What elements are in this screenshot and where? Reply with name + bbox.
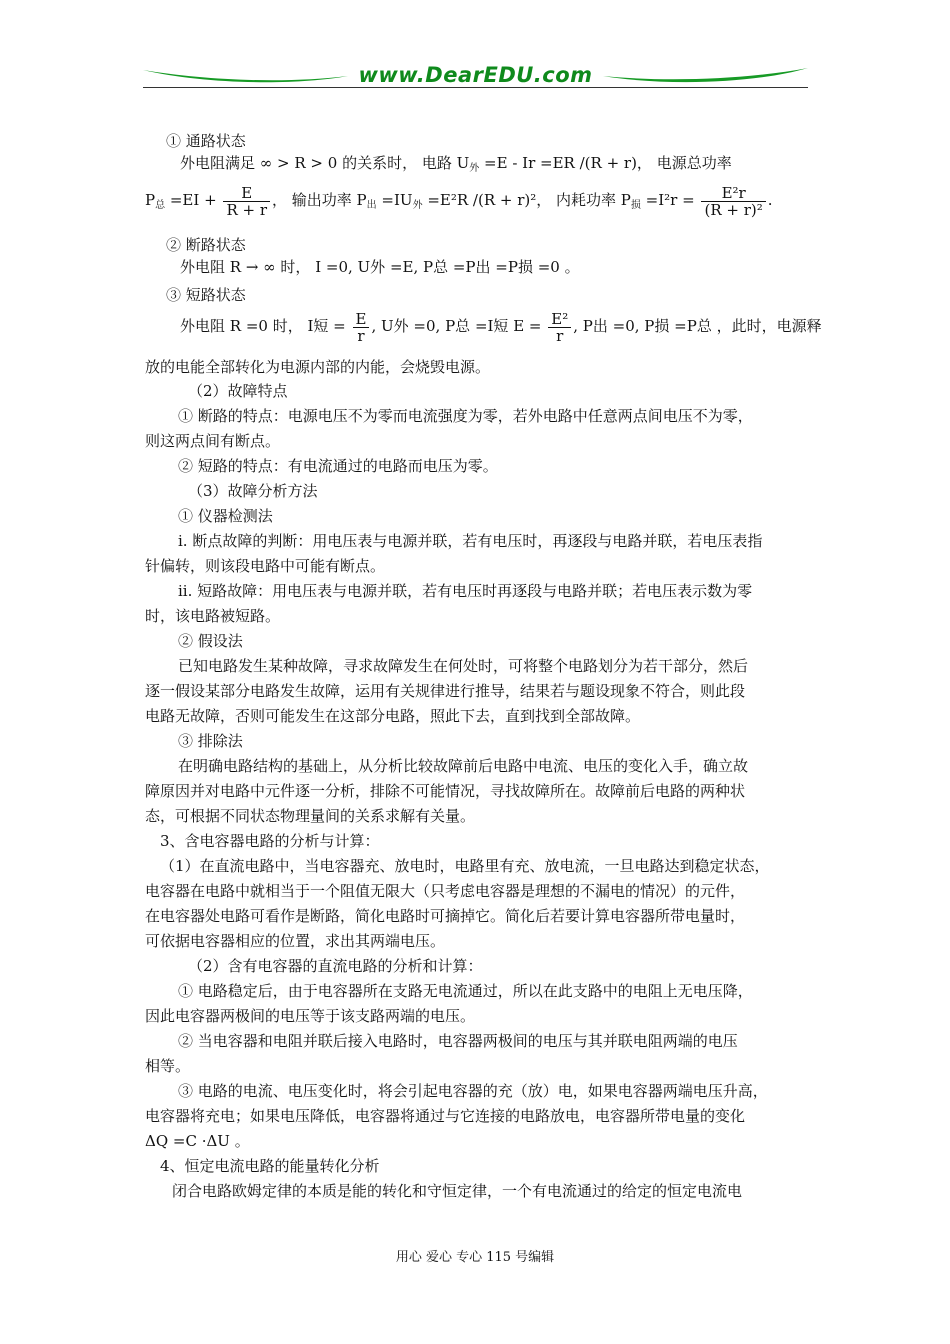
text-span: =I²r = — [640, 191, 695, 209]
fraction — [353, 311, 370, 344]
paragraph-line: 时，该电路被短路。 — [145, 607, 281, 625]
heading-capacitor-dc-analysis: （2）含有电容器的直流电路的分析和计算： — [188, 957, 483, 975]
heading-fault-features: （2）故障特点 — [188, 382, 288, 400]
paragraph-line: 电路无故障，否则可能发生在这部分电路，照此下去，直到找到全部故障。 — [145, 707, 641, 725]
heading-elimination-method: ③ 排除法 — [178, 732, 243, 750]
paragraph-line: 闭合电路欧姆定律的本质是能的转化和守恒定律，一个有电流通过的给定的恒定电流电 — [172, 1182, 743, 1200]
subscript: 外 — [469, 163, 480, 174]
paragraph-line: ② 短路的特点：有电流通过的电路而电压为零。 — [178, 457, 498, 475]
fraction — [701, 185, 765, 218]
paragraph-line: 电容器将充电；如果电压降低，电容器将通过与它连接的电路放电，电容器所带电量的变化 — [145, 1107, 746, 1125]
text-span: ， 输出功率 P — [272, 191, 367, 209]
paragraph-line: ① 电路稳定后，由于电容器所在支路无电流通过，所以在此支路中的电阻上无电压降， — [178, 982, 753, 1000]
text-span: , P出 =0, P损 =P总 ，此时，电源释 — [573, 317, 822, 335]
header-rule — [143, 87, 808, 88]
page-footer: 用心 爱心 专心 115 号编辑 — [395, 1250, 555, 1265]
site-name: www.DearEDU.com — [358, 63, 593, 87]
numerator: E — [223, 185, 270, 202]
formula-line — [145, 180, 810, 226]
paragraph-line: 在电容器处电路可看作是断路，简化电路时可摘掉它。简化后若要计算电容器所带电量时， — [145, 907, 746, 925]
paragraph-line: 障原因并对电路中元件逐一分析，排除不可能情况，寻找故障所在。故障前后电路的两种状 — [145, 782, 746, 800]
section-heading-capacitor-circuit: 3、含电容器电路的分析与计算： — [160, 832, 380, 850]
text-span: P — [145, 191, 156, 209]
heading-open-circuit-state: ① 通路状态 — [166, 132, 246, 150]
heading-fault-analysis: （3）故障分析方法 — [188, 482, 318, 500]
section-heading-energy-conversion: 4、恒定电流电路的能量转化分析 — [160, 1157, 380, 1175]
formula-line — [180, 306, 845, 346]
denominator: r — [556, 326, 564, 345]
heading-short-circuit-state: ③ 短路状态 — [166, 286, 246, 304]
paragraph-line: 外电阻 R → ∞ 时， I =0, U外 =E, P总 =P出 =P损 =0 。 — [180, 258, 580, 276]
heading-instrument-method: ① 仪器检测法 — [178, 507, 273, 525]
denominator: R + r — [226, 200, 268, 219]
denominator: (R + r)² — [704, 200, 763, 219]
subscript: 总 — [155, 200, 166, 211]
paragraph-line: i. 断点故障的判断：用电压表与电源并联，若有电压时，再逐段与电路并联，若电压表指 — [178, 532, 763, 550]
text-span: 外电阻 R =0 时， I短 = — [180, 317, 346, 335]
paragraph-line: 在明确电路结构的基础上，从分析比较故障前后电路中电流、电压的变化入手，确立故 — [178, 757, 749, 775]
paragraph-line: 可依据电容器相应的位置，求出其两端电压。 — [145, 932, 446, 950]
paragraph-line: ΔQ =C ·ΔU 。 — [145, 1132, 250, 1150]
text-span: , U外 =0, P总 =I短 E = — [371, 317, 542, 335]
paragraph-line: 相等。 — [145, 1057, 191, 1075]
paragraph-line: 因此电容器两极间的电压等于该支路两端的电压。 — [145, 1007, 476, 1025]
subscript: 外 — [412, 200, 423, 211]
heading-assumption-method: ② 假设法 — [178, 632, 243, 650]
paragraph-line: 针偏转，则该段电路中可能有断点。 — [145, 557, 386, 575]
paragraph-line: ② 当电容器和电阻并联后接入电路时，电容器两极间的电压与其并联电阻两端的电压 — [178, 1032, 738, 1050]
paragraph-line: 已知电路发生某种故障，寻求故障发生在何处时，可将整个电路划分为若干部分，然后 — [178, 657, 749, 675]
text-span: 外电阻满足 ∞ > R > 0 的关系时， 电路 U — [180, 154, 470, 172]
numerator: E²r — [701, 185, 765, 202]
heading-broken-circuit-state: ② 断路状态 — [166, 236, 246, 254]
paragraph-line: 电容器在电路中就相当于一个阻值无限大（只考虑电容器是理想的不漏电的情况）的元件， — [145, 882, 746, 900]
paragraph-line: 放的电能全部转化为电源内部的内能，会烧毁电源。 — [145, 358, 491, 376]
text-span: =IU — [376, 191, 413, 209]
subscript: 出 — [366, 200, 377, 211]
text-span: . — [767, 191, 773, 209]
paragraph-line: ii. 短路故障：用电压表与电源并联，若有电压时再逐段与电路并联；若电压表示数为零 — [178, 582, 753, 600]
paragraph-line: （1）在直流电路中，当电容器充、放电时，电路里有充、放电流，一旦电路达到稳定状态， — [160, 857, 770, 875]
paragraph-line: 态，可根据不同状态物理量间的关系求解有关量。 — [145, 807, 476, 825]
numerator: E — [353, 311, 370, 328]
numerator: E² — [548, 311, 571, 328]
text-span: =EI + — [165, 191, 217, 209]
subscript: 损 — [630, 200, 641, 211]
paragraph-line: ③ 电路的电流、电压变化时，将会引起电容器的充（放）电，如果电容器两端电压升高， — [178, 1082, 768, 1100]
text-span: =E²R /(R + r)²， 内耗功率 P — [422, 191, 631, 209]
paragraph-line: ① 断路的特点：电源电压不为零而电流强度为零，若外电路中任意两点间电压不为零， — [178, 407, 753, 425]
text-span: =E - Ir =ER /(R + r)， 电源总功率 — [479, 154, 732, 172]
fraction — [223, 185, 270, 218]
fraction — [548, 311, 571, 344]
denominator: r — [357, 326, 365, 345]
paragraph-line: 逐一假设某部分电路发生故障，运用有关规律进行推导，结果若与题设现象不符合，则此段 — [145, 682, 746, 700]
paragraph-line: 则这两点间有断点。 — [145, 432, 281, 450]
paragraph-line — [180, 152, 845, 180]
